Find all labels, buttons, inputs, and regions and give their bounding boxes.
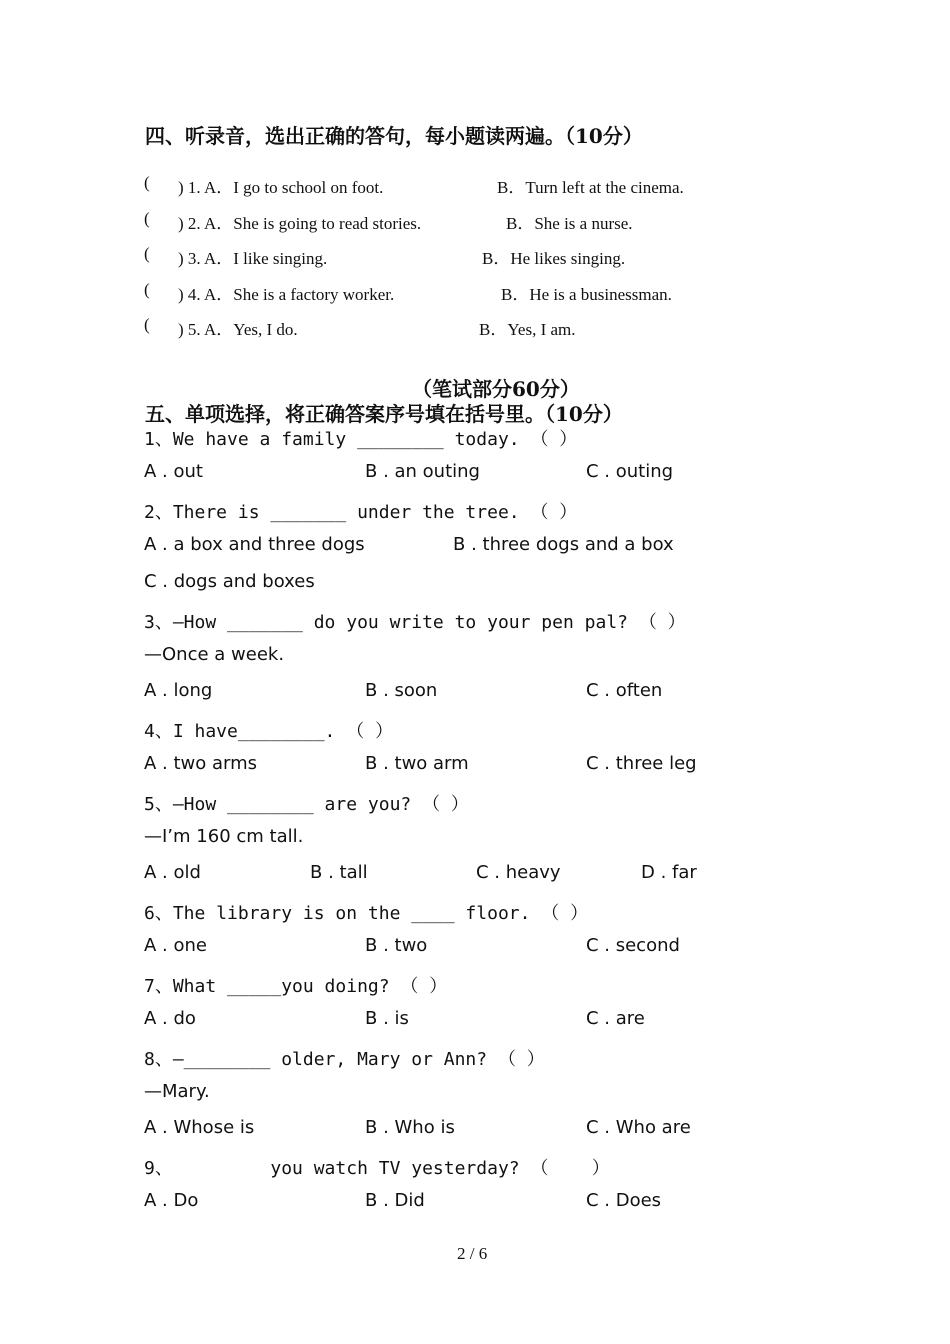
- q2-option-b: B . three dogs and a box: [453, 534, 674, 555]
- section5-heading: 五、单项选择，将正确答案序号填在括号里。（10分）: [145, 402, 623, 426]
- question-3: 3、—How _______ do you write to your pen pal? （ ）: [144, 612, 686, 633]
- question-1: 1、We have a family ________ today. （ ）: [144, 429, 578, 450]
- q5-option-a: A . old: [144, 862, 201, 883]
- q6-option-b: B . two: [365, 935, 428, 956]
- q1-option-b: B . an outing: [365, 461, 480, 482]
- question-8: 8、—________ older, Mary or Ann? （ ）: [144, 1049, 545, 1070]
- q3-answer: —Once a week.: [144, 644, 285, 665]
- listen-item-3-paren: (: [144, 244, 150, 263]
- listen-item-2-paren: (: [144, 209, 150, 228]
- q4-option-b: B . two arm: [365, 753, 469, 774]
- listen-item-5-paren: (: [144, 315, 150, 334]
- listen-item-5-b: B．Yes, I am.: [479, 320, 576, 339]
- question-4: 4、I have________. （ ）: [144, 721, 394, 742]
- section4-heading: 四、听录音，选出正确的答句，每小题读两遍。（10分）: [145, 124, 643, 148]
- q6-option-a: A . one: [144, 935, 207, 956]
- q2-option-a: A . a box and three dogs: [144, 534, 365, 555]
- q5-option-c: C . heavy: [476, 862, 561, 883]
- written-part-title: （笔试部分60分）: [412, 377, 580, 401]
- listen-item-1-a: ) 1. A．I go to school on foot.: [178, 178, 384, 197]
- q8-answer: —Mary.: [144, 1081, 210, 1102]
- listen-item-4-b: B．He is a businessman.: [501, 285, 672, 304]
- q1-option-a: A . out: [144, 461, 203, 482]
- question-9: 9、 you watch TV yesterday? （ ）: [144, 1158, 610, 1179]
- q7-option-c: C . are: [586, 1008, 645, 1029]
- q2-option-c: C . dogs and boxes: [144, 571, 315, 592]
- q4-option-c: C . three leg: [586, 753, 697, 774]
- q1-option-c: C . outing: [586, 461, 674, 482]
- q7-option-b: B . is: [365, 1008, 409, 1029]
- listen-item-3-b: B．He likes singing.: [482, 249, 626, 268]
- listen-item-4-paren: (: [144, 280, 150, 299]
- q3-option-b: B . soon: [365, 680, 438, 701]
- q8-option-c: C . Who are: [586, 1117, 691, 1138]
- question-5: 5、—How ________ are you? （ ）: [144, 794, 469, 815]
- listen-item-4-a: ) 4. A．She is a factory worker.: [178, 285, 395, 304]
- q9-option-b: B . Did: [365, 1190, 425, 1211]
- q9-option-a: A . Do: [144, 1190, 199, 1211]
- q4-option-a: A . two arms: [144, 753, 258, 774]
- question-7: 7、What _____you doing? （ ）: [144, 976, 448, 997]
- listen-item-3-a: ) 3. A．I like singing.: [178, 249, 328, 268]
- listen-item-2-a: ) 2. A．She is going to read stories.: [178, 214, 422, 233]
- listen-item-2-b: B．She is a nurse.: [506, 214, 633, 233]
- listen-item-5-a: ) 5. A．Yes, I do.: [178, 320, 298, 339]
- q8-option-b: B . Who is: [365, 1117, 455, 1138]
- q8-option-a: A . Whose is: [144, 1117, 255, 1138]
- q5-option-d: D . far: [641, 862, 697, 883]
- q9-option-c: C . Does: [586, 1190, 662, 1211]
- q5-answer: —I’m 160 cm tall.: [144, 826, 304, 847]
- q5-option-b: B . tall: [310, 862, 368, 883]
- question-2: 2、There is _______ under the tree. （ ）: [144, 502, 578, 523]
- q3-option-c: C . often: [586, 680, 663, 701]
- question-6: 6、The library is on the ____ floor. （ ）: [144, 903, 589, 924]
- q6-option-c: C . second: [586, 935, 680, 956]
- page-number: 2 / 6: [457, 1244, 488, 1263]
- q7-option-a: A . do: [144, 1008, 196, 1029]
- listen-item-1-paren: (: [144, 173, 150, 192]
- q3-option-a: A . long: [144, 680, 213, 701]
- listen-item-1-b: B．Turn left at the cinema.: [497, 178, 684, 197]
